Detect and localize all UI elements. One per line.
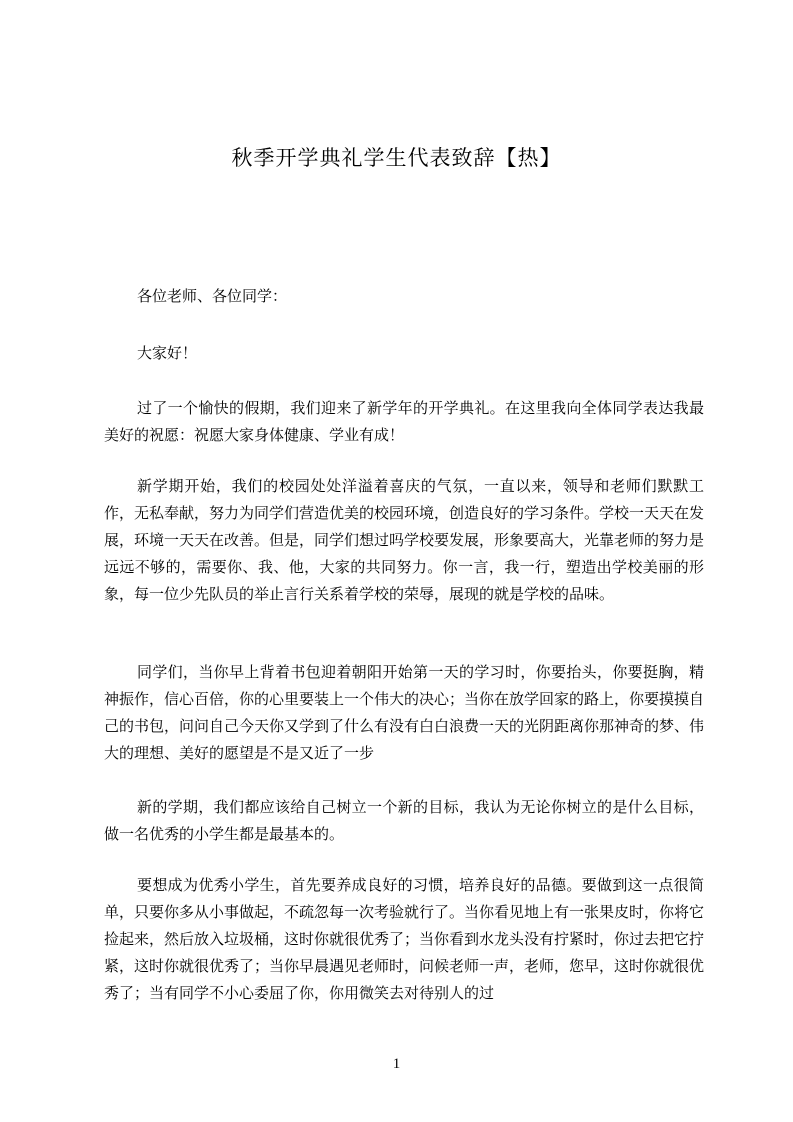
salutation-paragraph: 各位老师、各位同学：	[137, 287, 288, 305]
body-paragraph: 新学期开始，我们的校园处处洋溢着喜庆的气氛，一直以来，领导和老师们默默工作，无私奉献，努力为同学们营造优美的校园环境，创造良好的学习条件。学校一天天在发展，环境一天天在改善。但是，同学们想过吗学校要发展，形象要高大，光靠老师的努力是远远不够的，需要你、我、他，大家的共同努力。你一言，我一行，塑造出学校美丽的形象，每一位少先队员的举止言行关系着学校的荣辱，展现的就是学校的品味。	[104, 477, 705, 603]
document-title: 秋季开学典礼学生代表致辞【热】	[231, 146, 562, 170]
body-paragraph: 要想成为优秀小学生，首先要养成良好的习惯，培养良好的品德。要做到这一点很简单，只要你多从小事做起，不疏忽每一次考验就行了。当你看见地上有一张果皮时，你将它捡起来，然后放入垃圾桶，这时你就很优秀了；当你看到水龙头没有拧紧时，你过去把它拧紧，这时你就很优秀了；当你早晨遇见老师时，问候老师一声，老师，您早，这时你就很优秀了；当有同学不小心委屈了你，你用微笑去对待别人的过	[104, 876, 705, 1002]
page-number: 1	[392, 1056, 401, 1072]
body-paragraph: 过了一个愉快的假期，我们迎来了新学年的开学典礼。在这里我向全体同学表达我最美好的祝愿：祝愿大家身体健康、学业有成！	[104, 399, 704, 444]
greeting-paragraph: 大家好！	[137, 344, 198, 362]
body-paragraph: 新的学期，我们都应该给自己树立一个新的目标，我认为无论你树立的是什么目标，做一名优秀的小学生都是最基本的。	[104, 798, 704, 843]
body-paragraph: 同学们，当你早上背着书包迎着朝阳开始第一天的学习时，你要抬头，你要挺胸，精神振作，信心百倍，你的心里要装上一个伟大的决心；当你在放学回家的路上，你要摸摸自己的书包，问问自己今天你又学到了什么有没有白白浪费一天的光阴距离你那神奇的梦、伟大的理想、美好的愿望是不是又近了一步	[104, 663, 705, 762]
